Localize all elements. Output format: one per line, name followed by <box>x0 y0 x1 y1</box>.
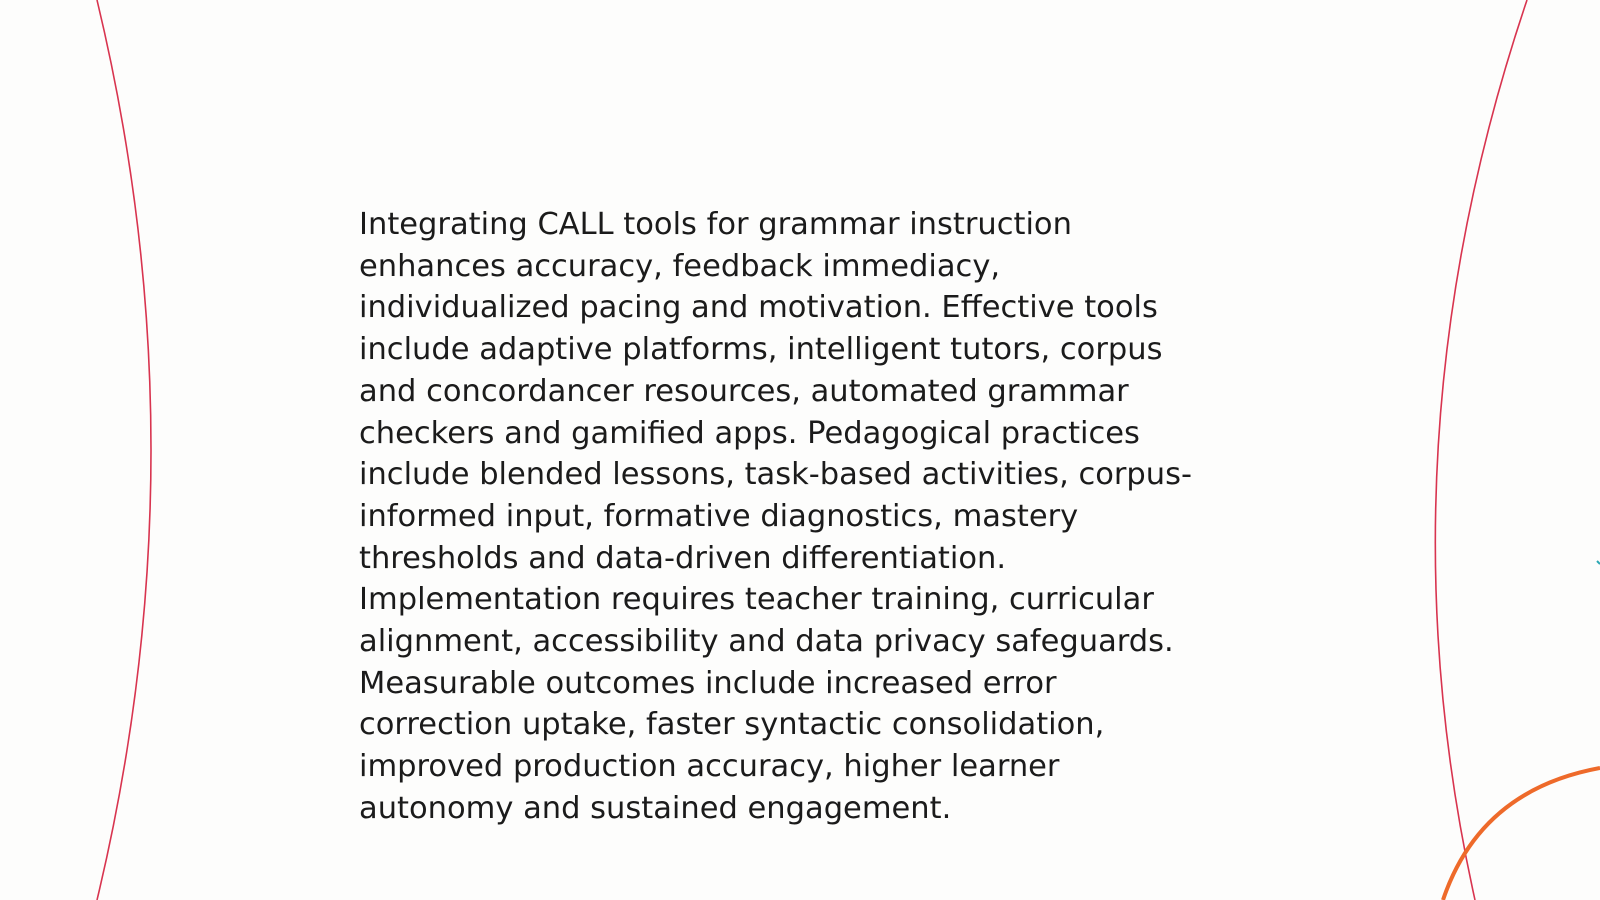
body-text: Integrating CALL tools for grammar instruction enhances accuracy, feedback immediacy, individualized pacing and motivation. Effective tools include adaptive platforms, intelligent tutors, corpus and concordancer resources, automated grammar checkers and gamified apps. Pedagogical practices include blended lessons, task-based activities, corpus- informed input, formative diagnostics, mastery thresholds and data-driven differentiation. Implementation requires teacher training, curricular alignment, accessibility and data privacy safeguards. Measurable outcomes include increased error correction uptake, faster syntactic consolidation, improved production accuracy, higher learner autonomy and sustained engagement. <box>359 207 1193 826</box>
left-arc-line <box>97 0 151 900</box>
right-arc-line <box>1435 0 1527 900</box>
orange-arc-line <box>1443 768 1600 900</box>
